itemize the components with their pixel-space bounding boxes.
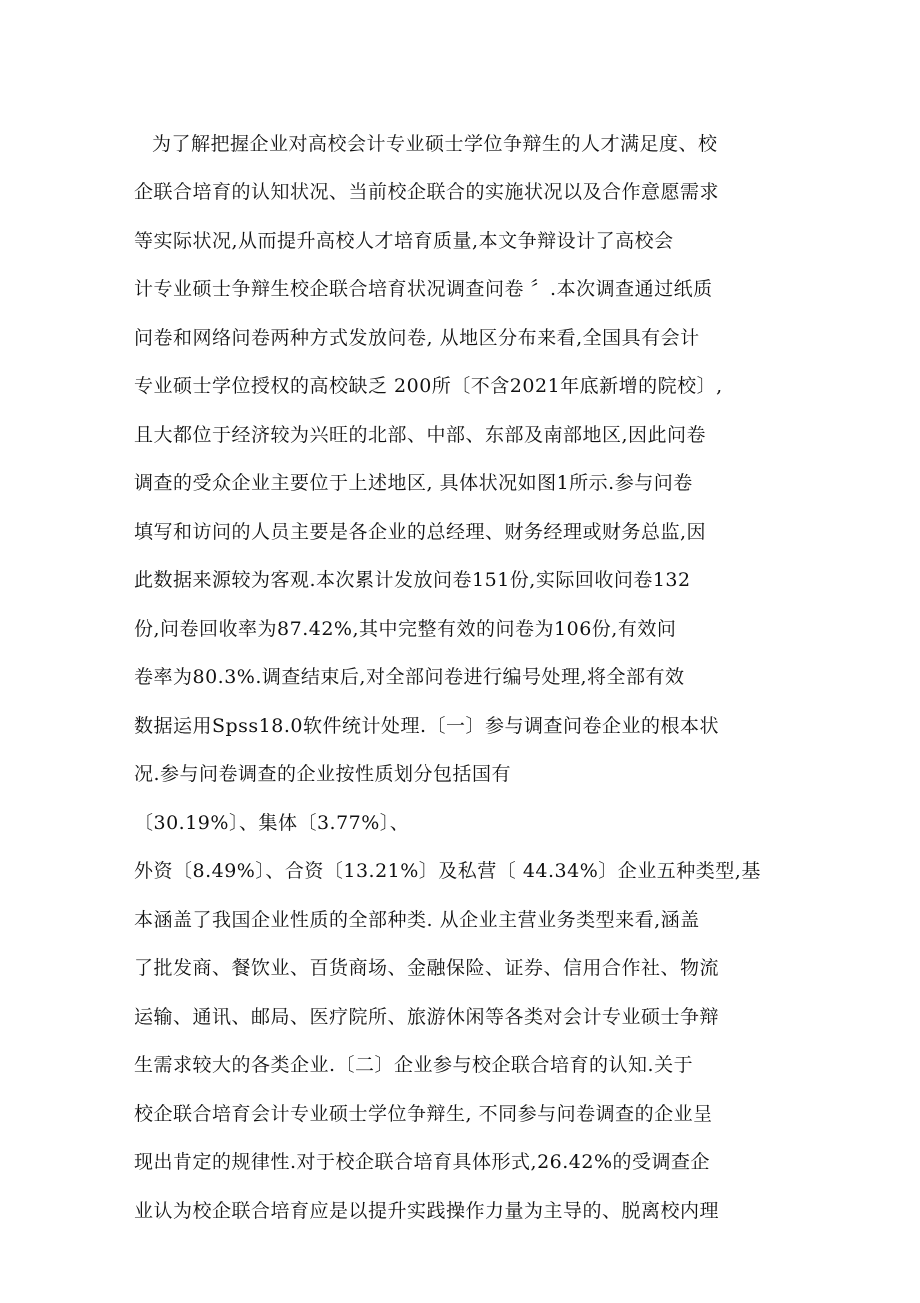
paragraph-line: 专业硕士学位授权的高校缺乏 200所〔不含2021年底新增的院校〕, xyxy=(134,375,723,397)
paragraph-line: 业认为校企联合培育应是以提升实践操作力量为主导的、脱离校内理 xyxy=(134,1200,720,1222)
paragraph-line: 企联合培育的认知状况、当前校企联合的实施状况以及合作意愿需求 xyxy=(134,181,720,203)
paragraph-line: 数据运用Spss18.0软件统计处理.〔一〕参与调查问卷企业的根本状 xyxy=(134,715,720,737)
paragraph-line: 运输、通讯、邮局、医疗院所、旅游休闲等各类对会计专业硕士争辩 xyxy=(134,1006,720,1028)
paragraph-line: 卷率为80.3%.调查结束后,对全部问卷进行编号处理,将全部有效 xyxy=(134,666,685,688)
paragraph-line: 调查的受众企业主要位于上述地区, 具体状况如图1所示.参与问卷 xyxy=(134,472,693,494)
paragraph-line: 填写和访问的人员主要是各企业的总经理、财务经理或财务总监,因 xyxy=(134,521,707,543)
paragraph-line: 计专业硕士争辩生校企联合培育状况调查问卷 〞.本次调查通过纸质 xyxy=(134,278,713,300)
paragraph-line: 问卷和网络问卷两种方式发放问卷, 从地区分布来看,全国具有会计 xyxy=(134,327,700,349)
paragraph-line: 生需求较大的各类企业.〔二〕企业参与校企联合培育的认知.关于 xyxy=(134,1054,694,1076)
paragraph-line: 现出肯定的规律性.对于校企联合培育具体形式,26.42%的受调查企 xyxy=(134,1151,711,1173)
paragraph-line: 况.参与问卷调查的企业按性质划分包括国有 xyxy=(134,763,512,785)
paragraph-line: 且大都位于经济较为兴旺的北部、中部、东部及南部地区,因此问卷 xyxy=(134,424,707,446)
paragraph-line: 等实际状况,从而提升高校人才培育质量,本文争辩设计了高校会 xyxy=(134,230,674,252)
paragraph-line: 为了解把握企业对高校会计专业硕士学位争辩生的人才满足度、校 xyxy=(152,133,718,155)
paragraph-line: 〔30.19%〕、集体〔3.77%〕、 xyxy=(134,812,410,834)
paragraph-line: 了批发商、餐饮业、百货商场、金融保险、证券、信用合作社、物流 xyxy=(134,957,720,979)
paragraph-line: 外资〔8.49%〕、合资〔13.21%〕及私营〔 44.34%〕企业五种类型,基 xyxy=(134,860,761,882)
paragraph-line: 本涵盖了我国企业性质的全部种类. 从企业主营业务类型来看,涵盖 xyxy=(134,909,700,931)
paragraph-line: 校企联合培育会计专业硕士学位争辩生, 不同参与问卷调查的企业呈 xyxy=(134,1103,713,1125)
paragraph-line: 份,问卷回收率为87.42%,其中完整有效的问卷为106份,有效问 xyxy=(134,618,677,640)
paragraph-line: 此数据来源较为客观.本次累计发放问卷151份,实际回收问卷132 xyxy=(134,569,691,591)
